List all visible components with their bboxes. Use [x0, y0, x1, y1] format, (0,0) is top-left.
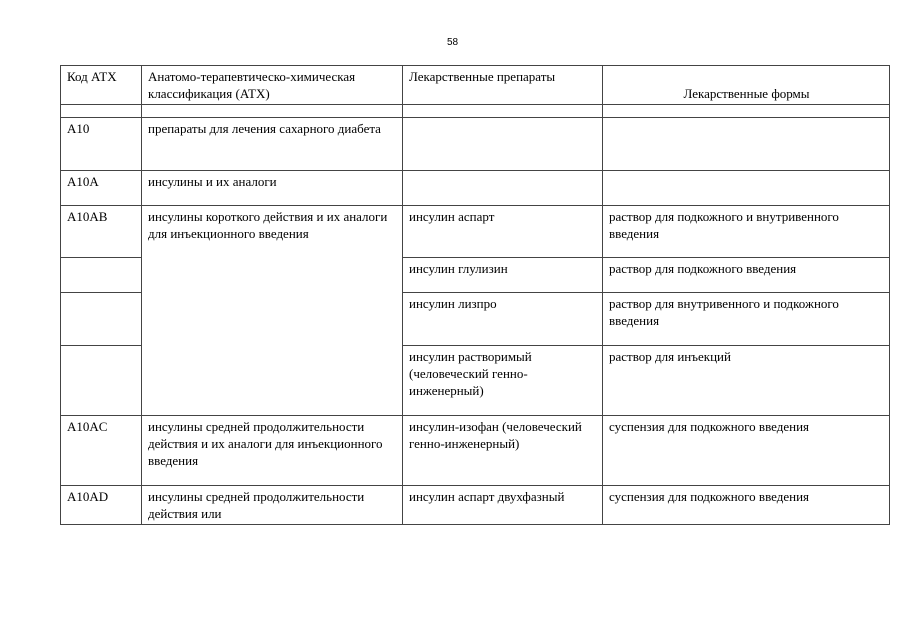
cell-code: A10AD	[61, 486, 142, 525]
header-drugs: Лекарственные препараты	[403, 66, 603, 105]
table-row	[61, 416, 890, 486]
cell-code: A10AC	[61, 416, 142, 486]
cell-code	[61, 258, 142, 293]
table-row	[61, 171, 890, 206]
cell-code	[61, 346, 142, 416]
header-row	[61, 66, 890, 105]
cell-drug: инсулин аспарт двухфазный	[403, 486, 603, 525]
cell-form	[603, 171, 890, 206]
cell-code: A10A	[61, 171, 142, 206]
table-row	[61, 486, 890, 525]
table-row	[61, 206, 890, 258]
header-spacer-row	[61, 105, 890, 118]
cell-form: раствор для подкожного и внутривенного введения	[603, 206, 890, 258]
atc-drug-table	[60, 65, 890, 525]
cell-drug	[403, 118, 603, 171]
cell-drug: инсулин растворимый (человеческий генно-инженерный)	[403, 346, 603, 416]
cell-code	[61, 293, 142, 346]
cell-code: A10AB	[61, 206, 142, 258]
page-number: 58	[446, 37, 459, 48]
table-row	[61, 118, 890, 171]
cell-classification: препараты для лечения сахарного диабета	[142, 118, 403, 171]
cell-drug	[403, 171, 603, 206]
cell-drug: инсулин аспарт	[403, 206, 603, 258]
cell-form: суспензия для подкожного введения	[603, 486, 890, 525]
cell-form	[603, 118, 890, 171]
cell-form: раствор для внутривенного и подкожного введения	[603, 293, 890, 346]
cell-code: A10	[61, 118, 142, 171]
cell-form: суспензия для подкожного введения	[603, 416, 890, 486]
header-forms: Лекарственные формы	[603, 66, 890, 105]
header-classification: Анатомо-терапевтическо-химическая классификация (АТХ)	[142, 66, 403, 105]
cell-drug: инсулин лизпро	[403, 293, 603, 346]
cell-classification: инсулины средней продолжительности действия или	[142, 486, 403, 525]
cell-form: раствор для инъекций	[603, 346, 890, 416]
header-code: Код АТХ	[61, 66, 142, 105]
cell-classification: инсулины и их аналоги	[142, 171, 403, 206]
cell-classification: инсулины короткого действия и их аналоги для инъекционного введения	[142, 206, 403, 416]
cell-classification: инсулины средней продолжительности действия и их аналоги для инъекционного введения	[142, 416, 403, 486]
cell-form: раствор для подкожного введения	[603, 258, 890, 293]
cell-drug: инсулин глулизин	[403, 258, 603, 293]
cell-drug: инсулин-изофан (человеческий генно-инженерный)	[403, 416, 603, 486]
